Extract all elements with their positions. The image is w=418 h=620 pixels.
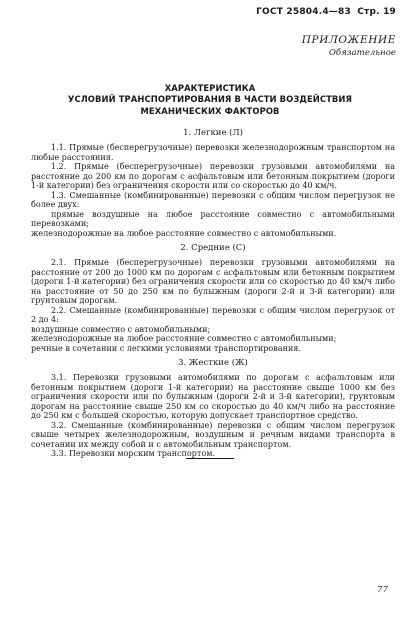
section-heading: 3. Жесткие (Ж)	[178, 357, 248, 368]
paragraph: 3.1. Перевозки грузовыми автомобилями по дорогам с асфальтовым или бетонным покрытием (дороги 1-й категории) на расстояние свыше 1000 км без ограничения скорости или по булыжным (дороги 2-й и 3-й категории), грунтовым дорогам на расстояние свыше 250 км со скоростью до 40 км/ч либо на расстояние до 250 км с большей скоростью, которую допускает транспортное средство.	[31, 373, 395, 421]
paragraph: 1.1. Прямые (бесперегрузочные) перевозки железнодорожным транспортом на любые расстояния.	[31, 143, 395, 162]
page-header	[253, 7, 396, 17]
paragraph: речные в сочетании с легкими условиями транспортирования.	[31, 343, 301, 353]
paragraph: 2.1. Прямые (бесперегрузочные) перевозки грузовыми автомобилями на расстояние от 200 до 1000 км по дорогам с асфальтовым или бетонным покрытием (дороги 1-й категории) без ограничения скорости или со скоростью до 40 км/ч либо на расстояние от 50 до 250 км по булыжным (дороги 2-й и 3-й категории) или грунтовым дорогам.	[31, 258, 395, 306]
end-rule	[186, 458, 234, 459]
title-line-1: ХАРАКТЕРИСТИКА	[164, 83, 256, 93]
annex-title: ПРИЛОЖЕНИЕ	[301, 34, 396, 46]
title-line-3: МЕХАНИЧЕСКИХ ФАКТОРОВ	[140, 105, 280, 116]
paragraph: железнодорожные на любое расстояние совместно с автомобильными.	[31, 228, 337, 238]
document-title	[60, 83, 360, 117]
paragraph: воздушные совместно с автомобильными;	[31, 324, 211, 334]
section-heading: 2. Средние (С)	[180, 242, 246, 253]
page-label: Стр. 19	[357, 7, 396, 17]
title-line-2: УСЛОВИЙ ТРАНСПОРТИРОВАНИЯ В ЧАСТИ ВОЗДЕЙСТВИЯ	[67, 94, 353, 105]
page-number: 77	[377, 585, 388, 595]
paragraph: 3.2. Смешанные (комбинированные) перевозки с общим числом перегрузок свыше четырех железнодорожным, воздушным и речным видами транспорта в сочетании их между собой и с автомобильным транспортом.	[31, 420, 395, 449]
paragraph: 2.2. Смешанные (комбинированные) перевозки с общим числом перегрузок от 2 до 4:	[31, 305, 395, 325]
annex-label	[302, 34, 396, 58]
paragraph: железнодорожные на любое расстояние совместно с автомобильными;	[31, 334, 337, 344]
paragraph: 1.2. Прямые (бесперегрузочные) перевозки грузовыми автомобилями на расстояние до 200 км по дорогам с асфальтовым или бетонным покрытием (дороги 1-й категории) без ограничения скорости или со скоростью до 40 км/ч.	[31, 162, 395, 191]
document-body	[31, 129, 395, 459]
section-heading: 1. Легкие (Л)	[183, 128, 243, 138]
annex-status: Обязательное	[328, 48, 396, 58]
standard-number: ГОСТ 25804.4—83	[256, 7, 351, 17]
paragraph: прямые воздушные на любое расстояние совместно с автомобильными перевозками;	[31, 209, 395, 229]
paragraph: 3.3. Перевозки морским транспортом.	[51, 449, 216, 459]
paragraph: 1.3. Смешанные (комбинированные) перевозки с общим числом перегрузок не более двух:	[31, 190, 395, 210]
